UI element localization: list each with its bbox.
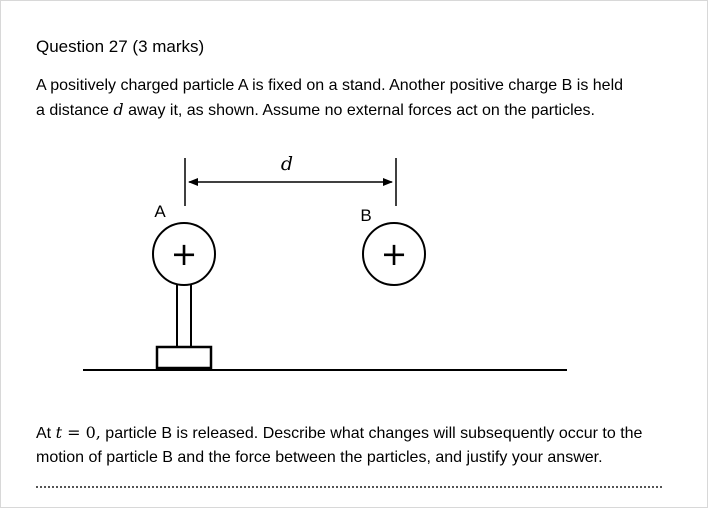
charge-b-plus: + [380, 235, 408, 273]
time-equals-zero: = 0, [62, 423, 101, 442]
task-line-1-end: particle B is released. Describe what changes will subsequently occur to the [100, 425, 643, 442]
question-task [36, 421, 642, 470]
variable-t: t [55, 423, 62, 442]
task-line-2: motion of particle B and the force between the particles, and justify your answer. [36, 449, 603, 466]
charge-a-plus: + [170, 235, 198, 273]
task-line-1-start: At [36, 425, 56, 442]
label-b: B [360, 206, 372, 225]
variable-d: d [113, 100, 124, 119]
stand-base [157, 347, 211, 368]
question-marks: (3 marks) [132, 37, 205, 56]
intro-line-1: A positively charged particle A is fixed on a stand. Another positive charge B is held [36, 77, 624, 94]
distance-label: d [280, 153, 294, 175]
intro-line-2-start: a distance [36, 102, 114, 119]
answer-line[interactable] [36, 486, 662, 488]
intro-line-2-end: away it, as shown. Assume no external forces act on the particles. [123, 102, 595, 119]
task-line-1 [36, 421, 642, 446]
question-title: Question 27 [36, 37, 128, 56]
label-a: A [154, 202, 166, 221]
